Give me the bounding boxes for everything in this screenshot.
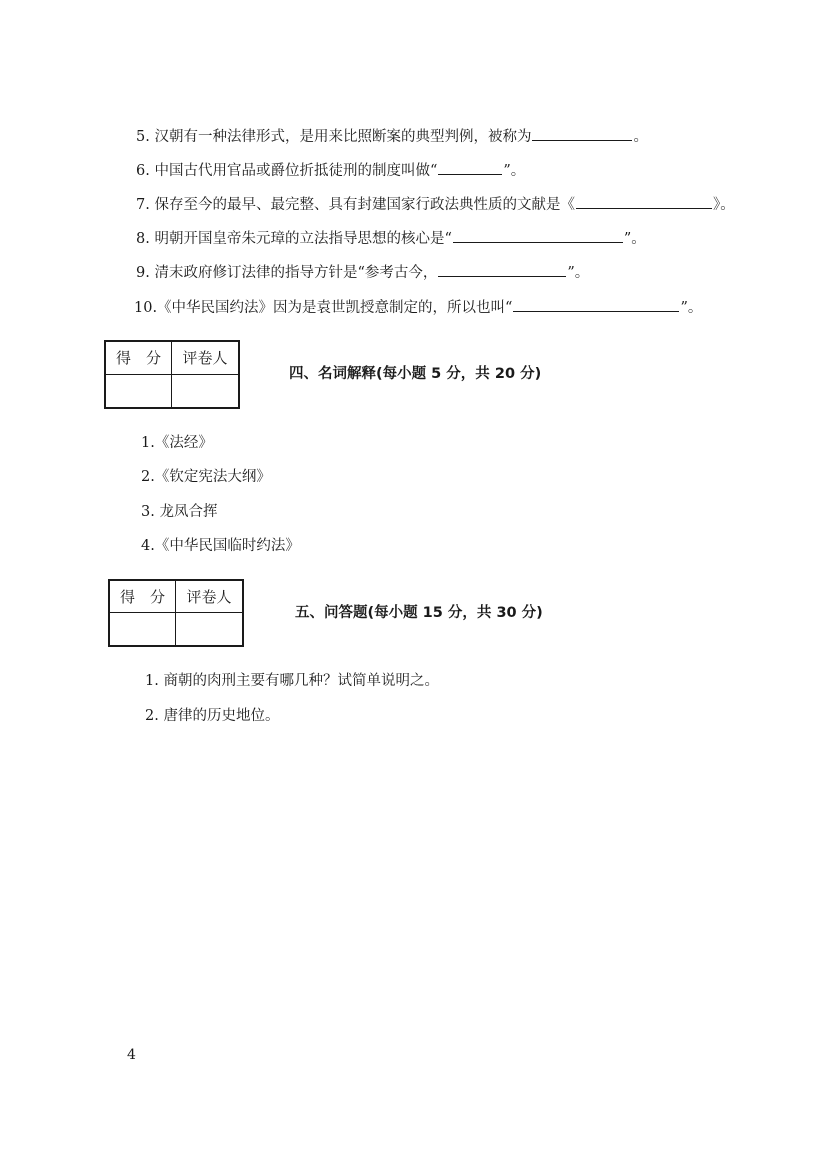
term-item-1: 1.《法经》 <box>141 435 213 451</box>
score-label: 得 分 <box>106 342 172 375</box>
score-entry-cell[interactable] <box>110 613 176 645</box>
grader-label: 评卷人 <box>172 342 238 375</box>
grader-label: 评卷人 <box>176 581 242 613</box>
section-5-title: 五、问答题(每小题 15 分，共 30 分) <box>295 605 543 621</box>
question-text: 6. 中国古代用官品或爵位折抵徒刑的制度叫做“ <box>136 163 438 179</box>
question-text-end: ”。 <box>680 300 703 316</box>
question-6 <box>136 160 525 181</box>
answer-blank[interactable] <box>438 262 566 277</box>
section-4-title: 四、名词解释(每小题 5 分，共 20 分) <box>289 366 542 382</box>
score-box-section-5 <box>108 579 244 647</box>
question-text: 5. 汉朝有一种法律形式，是用来比照断案的典型判例，被称为 <box>136 129 532 145</box>
question-text: 10.《中华民国约法》因为是袁世凯授意制定的，所以也叫“ <box>134 300 513 316</box>
question-text: 9. 清末政府修订法律的指导方针是“参考古今， <box>136 265 438 281</box>
question-item-1: 1. 商朝的肉刑主要有哪几种？试简单说明之。 <box>145 673 439 689</box>
grader-entry-cell[interactable] <box>176 613 242 645</box>
answer-blank[interactable] <box>576 194 712 209</box>
question-text-end: ”。 <box>623 231 646 247</box>
answer-blank[interactable] <box>438 160 502 175</box>
term-item-3: 3. 龙凤合挥 <box>141 504 218 520</box>
question-10 <box>134 297 702 318</box>
question-5 <box>136 126 648 147</box>
answer-blank[interactable] <box>453 228 623 243</box>
question-text-end: ”。 <box>503 163 526 179</box>
question-text: 8. 明朝开国皇帝朱元璋的立法指导思想的核心是“ <box>136 231 452 247</box>
question-9 <box>136 262 589 283</box>
grader-entry-cell[interactable] <box>172 375 238 408</box>
question-7 <box>136 194 735 215</box>
answer-blank[interactable] <box>513 297 679 312</box>
question-text: 7. 保存至今的最早、最完整、具有封建国家行政法典性质的文献是《 <box>136 197 575 213</box>
question-8 <box>136 228 646 249</box>
question-text-end: ”。 <box>567 265 590 281</box>
score-entry-cell[interactable] <box>106 375 172 408</box>
question-item-2: 2. 唐律的历史地位。 <box>145 708 280 724</box>
score-label: 得 分 <box>110 581 176 613</box>
score-box-section-4 <box>104 340 240 409</box>
question-text-end: 》。 <box>712 197 735 213</box>
answer-blank[interactable] <box>532 126 632 141</box>
term-item-2: 2.《钦定宪法大纲》 <box>141 469 271 485</box>
term-item-4: 4.《中华民国临时约法》 <box>141 538 300 554</box>
page-number: 4 <box>127 1047 136 1063</box>
question-text-end: 。 <box>633 129 648 145</box>
